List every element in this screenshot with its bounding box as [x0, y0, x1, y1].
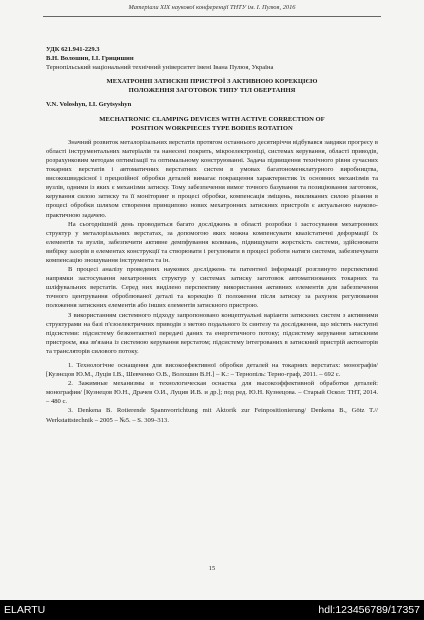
title-en-line-1: MECHATRONIC CLAMPING DEVICES WITH ACTIVE CORRECTION OF — [99, 115, 325, 123]
paragraph-3: В процесі аналізу проведених наукових досліджень та патентної інформації розглянуто перспективні напрямки застосування мехатронних структур у системах затиску заготовок автоматизованих токарних та шліфувальних верстатів. Серед них виділено перспективу використання активних елементів для забезпечення точного центрування оброблюваної деталі та корекцію її положення після затиску за рахунок регулювання положення затискних елементів або інших елементів затискного пристрою. — [46, 266, 378, 310]
footer-bar — [0, 600, 424, 620]
paragraph-2: На сьогоднішній день проводиться багато досліджень в області розробки і застосування мехатронних структур у металорізальних верстатах, за допомогою яких можна компенсувати квазістатичні деформації їх елементів та вузлів, забезпечити активне демпфування коливань, підвищувати жорсткість системи, здійснювати вибірку зазорів в елементах конструкції та створювати і регулювати в процесі роботи натяги системи, забезпечувати компенсацію зношування інструмента та ін. — [46, 220, 378, 264]
authors-ua: В.Н. Волошин, І.І. Грицишин — [46, 55, 134, 63]
reference-3: 3. Denkena B. Rotierende Spannvorrichtung mit Aktorik zur Feinpositionierung/ Denkena B., Götz T.// Werkstattstechnik – 2005 – №5. – S. 309–313. — [46, 407, 378, 424]
title-ua-line-1: МЕХАТРОННІ ЗАТИСКНІ ПРИСТРОЇ З АКТИВНОЮ КОРЕКЦІЄЮ — [106, 78, 318, 86]
reference-2: 2. Зажимные механизмы и технологическая оснастка для высокоэффективной обработки деталей: монография/ [Кузнецов Ю.Н., Драчев О.И., Луцив И.В. и др.]; под ред. Ю.Н. Кузнецова. – Старый Оскол: ТНТ, 2014. – 480 с. — [46, 380, 378, 406]
paragraph-1: Значний розвиток металорізальних верстатів протягом останнього десятиріччя відбувався завдяки прогресу в області інструментальних матеріалів та нанесені покрить, мікроелектроніці, системах керування, області приводів, розрахунковим методам оптимізації та оптимальному конструюванні. Задача підвищення технічного рівня сучасних токарних верстатів і автоматичних верстатних систем в умовах багатономенклатурного виробництва, високошвидкісної і прецизійної обробки деталей вимагає покращення характеристик їх основних механізмів та вузлів, одними із яких є механізми затиску. Тому забезпечення вимог точного базування та позиціювання заготовок, керування силою затиску та її моніторинг в процесі обробки, компенсація зміщень, викликаних силою різання в процесі обробки шляхом створення принципово нових мехатронних затискних пристроїв є актуальною науково-практичною задачею. — [46, 138, 378, 219]
header-rule — [43, 16, 381, 17]
running-header: Матеріали XIX наукової конференції ТНТУ ім. І. Пулюя, 2016 — [128, 4, 296, 11]
reference-1: 1. Технологічне оснащення для високоефективної обробки деталей на токарних верстатах: монографія/ [Кузнєцов Ю.М., Луців І.В., Шевченко О.В., Волошин В.Н.] – К.: – Тернопіль: Терно-граф, 2011. – 692 с. — [46, 362, 378, 379]
article-body — [46, 45, 378, 425]
authors-en: V.N. Voloshyn, I.I. Grytsyshyn — [46, 101, 132, 109]
title-ua-line-2: ПОЛОЖЕННЯ ЗАГОТОВОК ТИПУ ТІЛ ОБЕРТАННЯ — [128, 87, 296, 95]
udk-code: УДК 621.941-229.3 — [46, 46, 100, 53]
paragraph-4: З використанням системного підходу запропоновано концептуальні варіанти затискних систем з активними структурами на базі п'єзоелектричних приводів з метою подального їх синтезу та дослідження, що містять наступні підсистеми: підсистему безконтактної передачі даних та енергетичного потоку; підсистему керування затискним пристроєм, яка зв'язана із системою керування верстатом; підсистему інтегрованих в затискний пристрій актюаторів та трансляторів силового потоку. — [46, 311, 378, 355]
title-en-line-2: POSITION WORKPIECES TYPE BODIES ROTATION — [131, 124, 293, 132]
page-number: 15 — [208, 565, 216, 572]
footer-left-label: ELARTU — [4, 604, 46, 616]
affiliation: Тернопільський національний технічний університет імені Івана Пулюя, Україна — [46, 64, 274, 72]
footer-handle: hdl:123456789/17357 — [318, 604, 420, 616]
